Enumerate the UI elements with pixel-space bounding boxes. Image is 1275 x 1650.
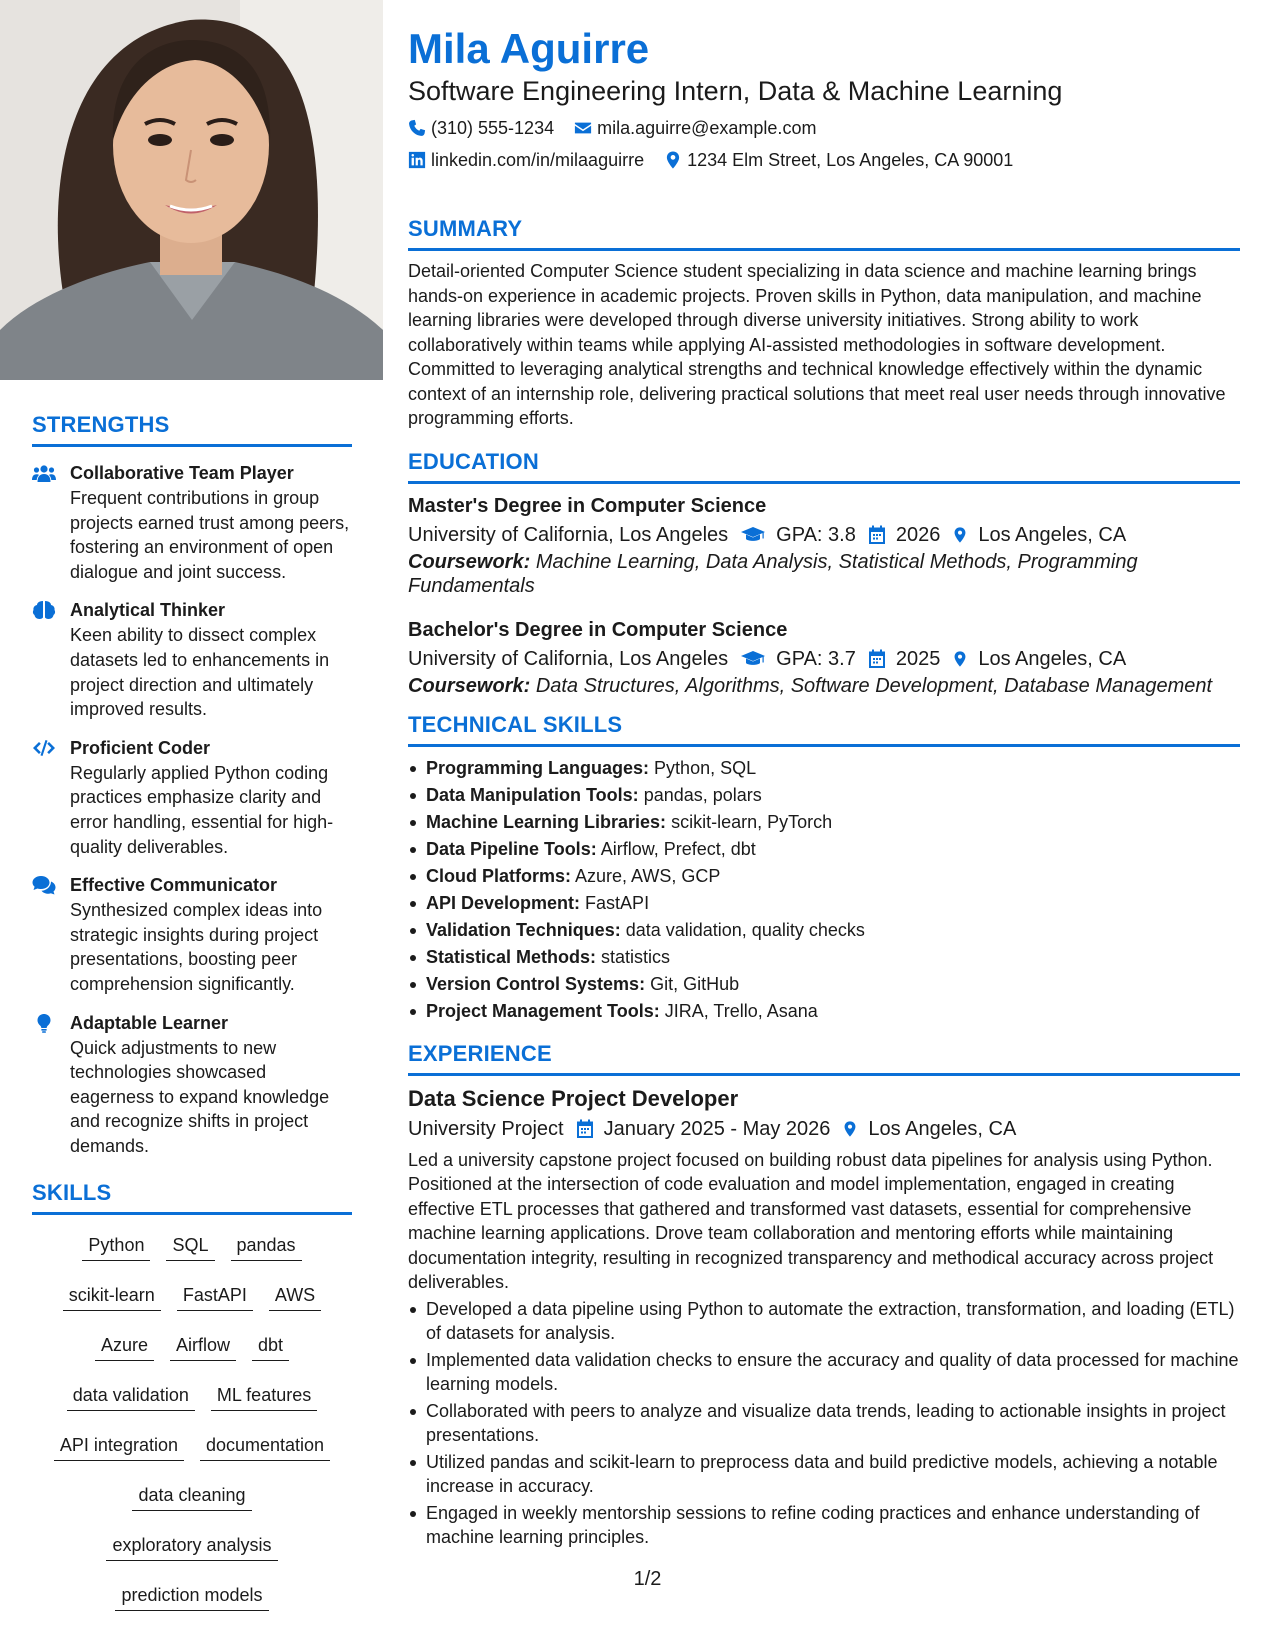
strength-item xyxy=(32,461,352,584)
school-name: University of California, Los Angeles xyxy=(408,523,729,546)
strength-title: Effective Communicator xyxy=(70,875,278,896)
skill-values: statistics xyxy=(601,946,671,967)
skill-category: Data Pipeline Tools: xyxy=(426,838,597,859)
technical-skill-item xyxy=(408,917,1240,944)
strength-description: Keen ability to dissect complex datasets led to enhancements in project direction and ultimately improved results. xyxy=(70,625,330,720)
technical-skill-item xyxy=(408,755,1240,782)
strength-description: Frequent contributions in group projects earned trust among peers, fostering an environment of open dialogue and joint success. xyxy=(70,488,350,582)
summary-text: Detail-oriented Computer Science student specializing in data science and machine learning brings hands-on experience in academic projects. Proven skills in Python, data manipulation, and machine learning libraries were developed through diverse university initiatives. Strong ability to work collaboratively within teams while applying AI-assisted methodologies in software development. Committed to leveraging analytical strengths and technical knowledge effectively within the dynamic context of an internship role, delivering practical solutions that meet real user needs through innovative programming efforts. xyxy=(408,261,1226,428)
envelope-icon xyxy=(574,119,592,137)
strength-description: Quick adjustments to new technologies showcased eagerness to expand knowledge and recognize shifts in project demands. xyxy=(70,1037,330,1156)
skill-category: Version Control Systems: xyxy=(426,973,646,994)
technical-skill-item xyxy=(408,971,1240,998)
skill-tag: prediction models xyxy=(115,1579,268,1611)
left-content xyxy=(32,412,352,1629)
calendar-icon xyxy=(576,1119,594,1139)
education-location xyxy=(952,644,1126,674)
summary-section xyxy=(408,216,1240,431)
contact-row xyxy=(408,148,1240,172)
education-location xyxy=(952,520,1126,550)
linkedin-url: linkedin.com/in/milaaguirre xyxy=(431,150,645,170)
experience-bullets xyxy=(408,1297,1240,1550)
linkedin-contact[interactable] xyxy=(408,148,644,172)
year-value: 2026 xyxy=(895,523,941,546)
lightbulb-icon xyxy=(32,1011,70,1159)
skills-heading: SKILLS xyxy=(32,1180,352,1215)
skill-category: Project Management Tools: xyxy=(426,1000,660,1021)
map-pin-icon xyxy=(842,1119,858,1139)
experience-location xyxy=(842,1114,1016,1144)
education-meta xyxy=(408,520,1240,550)
coursework xyxy=(408,550,1240,598)
skill-tag: Azure xyxy=(95,1329,154,1361)
skill-tag: Airflow xyxy=(170,1329,236,1361)
linkedin-icon xyxy=(408,151,426,169)
strength-item xyxy=(32,1011,352,1159)
experience-bullet: Engaged in weekly mentorship sessions to refine coding practices and enhance understanding of machine learning principles. xyxy=(408,1501,1240,1550)
education-entry xyxy=(408,492,1240,598)
education-heading: EDUCATION xyxy=(408,449,1240,484)
coursework-label: Coursework: xyxy=(408,674,531,697)
coursework-list: Data Structures, Algorithms, Software Development, Database Management xyxy=(535,674,1213,697)
users-icon xyxy=(32,461,70,584)
employment-dates xyxy=(576,1114,831,1144)
education-meta xyxy=(408,644,1240,674)
experience-heading: EXPERIENCE xyxy=(408,1041,1240,1076)
skill-tag: Python xyxy=(82,1229,150,1261)
skill-values: FastAPI xyxy=(585,892,650,913)
strength-description: Synthesized complex ideas into strategic insights during project presentations, boosting peer comprehension significantly. xyxy=(70,900,323,994)
skill-tag: scikit-learn xyxy=(63,1279,161,1311)
skill-tag: documentation xyxy=(200,1429,330,1461)
technical-skill-item xyxy=(408,998,1240,1025)
year-value: 2025 xyxy=(895,647,941,670)
strength-title: Proficient Coder xyxy=(70,737,211,758)
strength-item xyxy=(32,873,352,996)
experience-section xyxy=(408,1041,1240,1550)
location-value: Los Angeles, CA xyxy=(978,523,1127,546)
organization: University Project xyxy=(408,1117,564,1140)
coursework-label: Coursework: xyxy=(408,550,531,573)
skill-category: Cloud Platforms: xyxy=(426,865,572,886)
strength-title: Collaborative Team Player xyxy=(70,463,294,483)
graduation-cap-icon xyxy=(740,650,766,668)
skill-category: Data Manipulation Tools: xyxy=(426,784,639,805)
skill-tag: SQL xyxy=(166,1229,214,1261)
profile-photo xyxy=(0,0,383,380)
phone-contact[interactable] xyxy=(408,116,554,140)
graduation-year xyxy=(868,644,941,674)
candidate-name: Mila Aguirre xyxy=(408,25,650,72)
education-entry xyxy=(408,616,1240,698)
location-value: Los Angeles, CA xyxy=(978,647,1127,670)
email-address: mila.aguirre@example.com xyxy=(597,118,817,138)
left-column xyxy=(0,0,383,1650)
skill-values: Airflow, Prefect, dbt xyxy=(600,838,756,859)
right-column xyxy=(408,24,1240,1552)
technical-skill-item xyxy=(408,890,1240,917)
calendar-icon xyxy=(868,525,886,545)
skill-tag: API integration xyxy=(54,1429,184,1461)
technical-skill-item xyxy=(408,836,1240,863)
skill-values: pandas, polars xyxy=(643,784,762,805)
skill-tag: data cleaning xyxy=(132,1479,251,1511)
gpa-value: GPA: 3.8 xyxy=(776,523,856,546)
experience-bullet: Developed a data pipeline using Python to automate the extraction, transformation, and loading (ETL) of datasets for analysis. xyxy=(408,1297,1240,1346)
phone-number: (310) 555-1234 xyxy=(431,118,555,138)
technical-skills-section xyxy=(408,712,1240,1025)
skill-values: Azure, AWS, GCP xyxy=(575,865,721,886)
map-pin-icon xyxy=(664,151,682,169)
map-pin-icon xyxy=(952,649,968,669)
experience-description: Led a university capstone project focused on building robust data pipelines for analysis using Python. Positioned at the intersection of code evaluation and model implementation, engaged in creating effective ETL processes that gathered and transformed vast datasets, essential for comprehensive machine learning applications. Drove team collaboration and mentoring efforts while maintaining documentation integrity, resulting in recognized transparency and methodical accuracy across project deliverables. xyxy=(408,1149,1214,1292)
skill-values: data validation, quality checks xyxy=(625,919,865,940)
portrait-illustration xyxy=(0,0,383,380)
technical-skill-item xyxy=(408,944,1240,971)
skill-category: Machine Learning Libraries: xyxy=(426,811,667,832)
education-section xyxy=(408,449,1240,698)
skill-tag: FastAPI xyxy=(177,1279,253,1311)
experience-bullet: Implemented data validation checks to ensure the accuracy and quality of data processed for machine learning models. xyxy=(408,1348,1240,1397)
skill-tag: ML features xyxy=(211,1379,317,1411)
page-number: 1/2 xyxy=(633,1568,662,1590)
skill-tag: exploratory analysis xyxy=(106,1529,277,1561)
technical-skill-item xyxy=(408,782,1240,809)
skill-values: Git, GitHub xyxy=(650,973,740,994)
school-name: University of California, Los Angeles xyxy=(408,647,729,670)
strength-title: Adaptable Learner xyxy=(70,1012,229,1033)
gpa xyxy=(740,520,856,550)
map-pin-icon xyxy=(952,525,968,545)
technical-skills-heading: TECHNICAL SKILLS xyxy=(408,712,1240,747)
degree-title: Master's Degree in Computer Science xyxy=(408,494,767,517)
graduation-cap-icon xyxy=(740,526,766,544)
coursework-list: Machine Learning, Data Analysis, Statistical Methods, Programming Fundamentals xyxy=(408,550,1138,597)
comments-icon xyxy=(32,873,70,996)
technical-skills-list xyxy=(408,755,1240,1025)
email-contact[interactable] xyxy=(574,116,816,140)
strength-title: Analytical Thinker xyxy=(70,600,226,621)
skill-tag: dbt xyxy=(252,1329,289,1361)
experience-bullet: Utilized pandas and scikit-learn to preprocess data and build predictive models, achieving a notable increase in accuracy. xyxy=(408,1450,1240,1499)
brain-icon xyxy=(32,598,70,721)
technical-skill-item xyxy=(408,809,1240,836)
graduation-year xyxy=(868,520,941,550)
skill-tag: AWS xyxy=(269,1279,321,1311)
strength-item xyxy=(32,598,352,721)
strengths-heading: STRENGTHS xyxy=(32,412,352,447)
strength-item xyxy=(32,736,352,859)
dates-value: January 2025 - May 2026 xyxy=(603,1117,831,1140)
phone-icon xyxy=(408,119,426,137)
skill-category: Validation Techniques: xyxy=(426,919,621,940)
skill-values: JIRA, Trello, Asana xyxy=(664,1000,818,1021)
coursework xyxy=(408,674,1240,698)
job-subtitle: Software Engineering Intern, Data & Machine Learning xyxy=(408,76,1063,106)
calendar-icon xyxy=(868,649,886,669)
experience-bullet: Collaborated with peers to analyze and visualize data trends, leading to actionable insights in project presentations. xyxy=(408,1399,1240,1448)
job-title: Data Science Project Developer xyxy=(408,1085,739,1111)
skill-category: Programming Languages: xyxy=(426,757,650,778)
technical-skill-item xyxy=(408,863,1240,890)
skill-tag: pandas xyxy=(231,1229,302,1261)
contact-row xyxy=(408,116,1240,140)
skill-values: Python, SQL xyxy=(654,757,757,778)
experience-meta xyxy=(408,1114,1240,1144)
address-text: 1234 Elm Street, Los Angeles, CA 90001 xyxy=(687,150,1014,170)
skill-category: Statistical Methods: xyxy=(426,946,597,967)
gpa-value: GPA: 3.7 xyxy=(776,647,856,670)
address-contact xyxy=(664,148,1013,172)
skill-values: scikit-learn, PyTorch xyxy=(671,811,833,832)
gpa xyxy=(740,644,856,674)
skill-category: API Development: xyxy=(426,892,581,913)
degree-title: Bachelor's Degree in Computer Science xyxy=(408,618,788,641)
summary-heading: SUMMARY xyxy=(408,216,1240,251)
code-icon xyxy=(32,736,70,859)
strength-description: Regularly applied Python coding practices emphasize clarity and error handling, essential for high-quality deliverables. xyxy=(70,762,334,857)
skill-tag: data validation xyxy=(67,1379,195,1411)
location-value: Los Angeles, CA xyxy=(868,1117,1017,1140)
